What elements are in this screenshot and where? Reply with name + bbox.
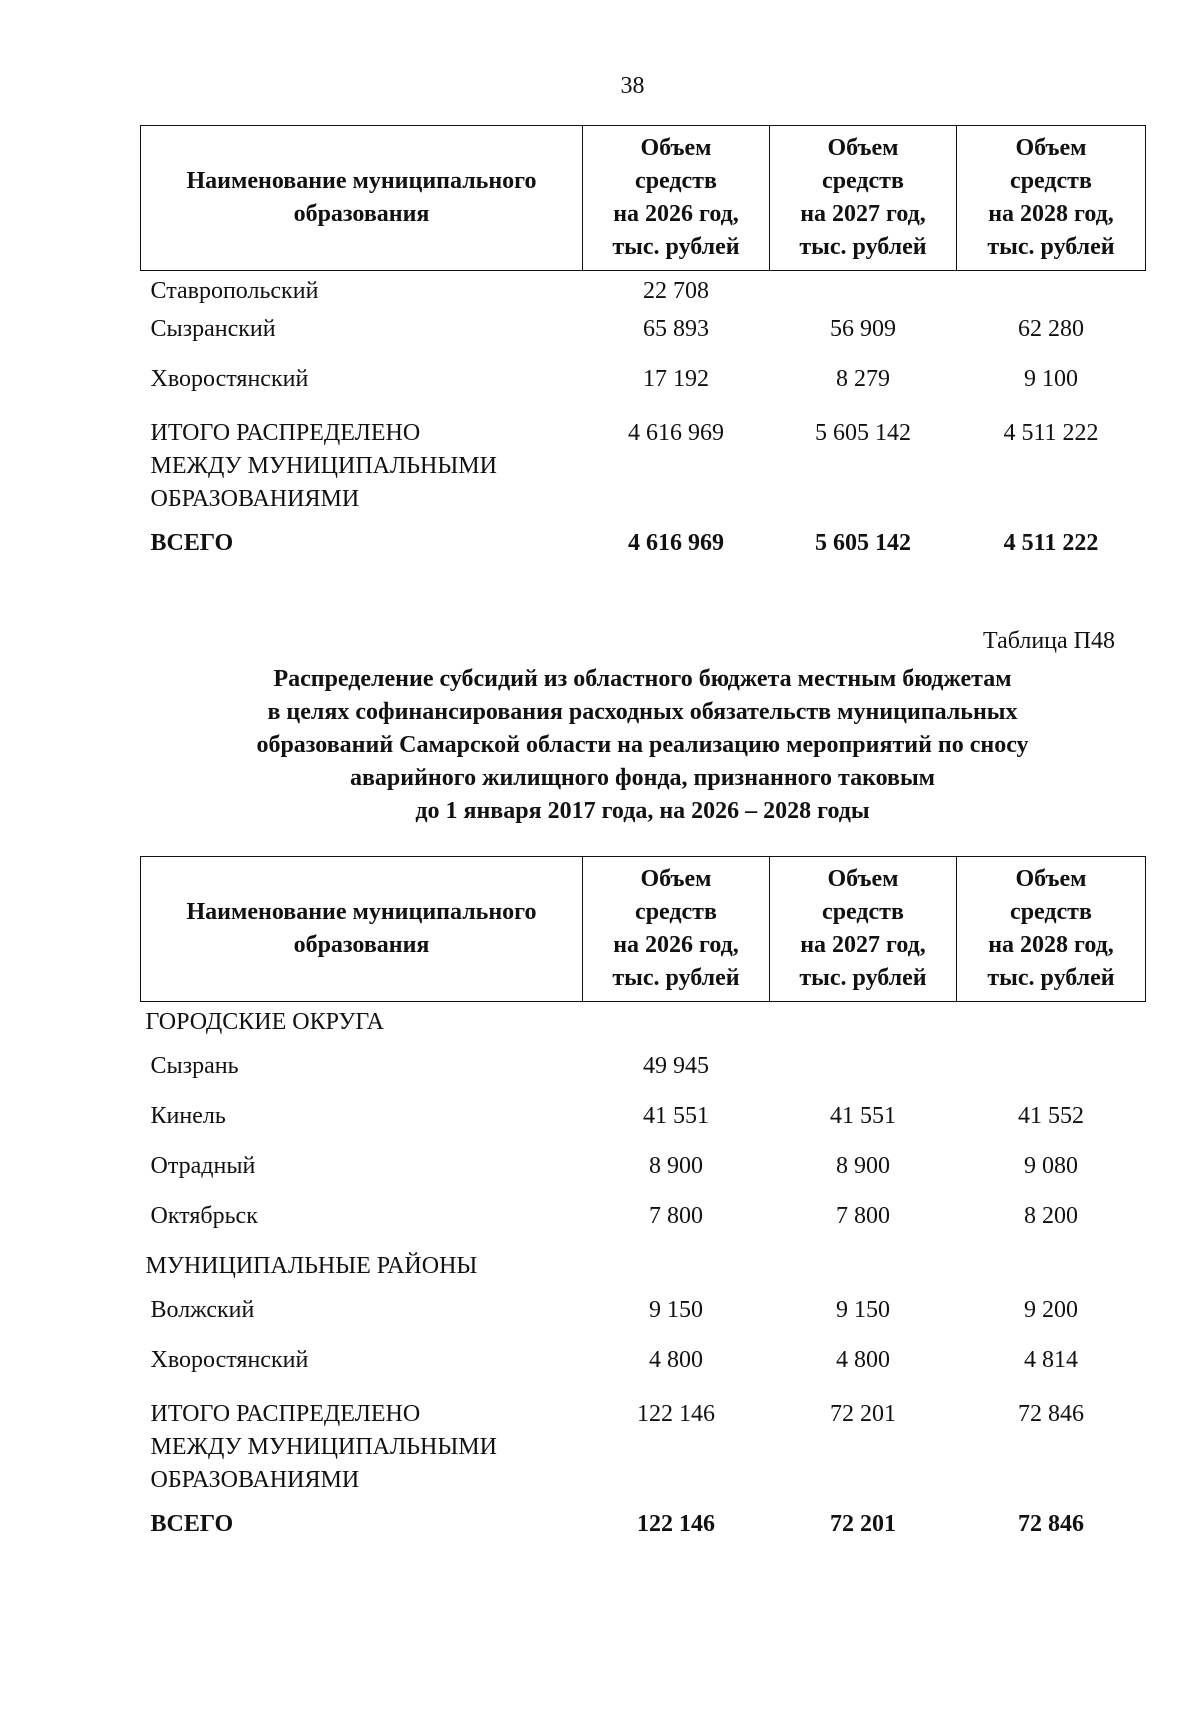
itogo-2026: 122 146 <box>637 1401 715 1427</box>
header-name: Наименование муниципального образования <box>141 857 583 1002</box>
header-2027: Объем средств на 2027 год, тыс. рублей <box>770 857 957 1002</box>
table-p48 <box>140 856 1146 1548</box>
vsego-2026: 122 146 <box>637 1511 715 1537</box>
value-2028: 9 200 <box>1024 1297 1078 1323</box>
value-2028 <box>957 271 1146 314</box>
table-header-row <box>141 126 1146 271</box>
header-2026: Объем средств на 2026 год, тыс. рублей <box>583 857 770 1002</box>
itogo-label: ИТОГО РАСПРЕДЕЛЕНО МЕЖДУ МУНИЦИПАЛЬНЫМИ ОБРАЗОВАНИЯМИ <box>150 1401 497 1493</box>
table-row <box>141 1150 1146 1200</box>
value-2026: 17 192 <box>643 366 709 392</box>
value-2026: 4 800 <box>649 1347 703 1373</box>
itogo-row <box>141 1394 1146 1508</box>
itogo-2027: 72 201 <box>830 1401 896 1427</box>
header-2027: Объем средств на 2027 год, тыс. рублей <box>770 126 957 271</box>
vsego-label: ВСЕГО <box>150 530 234 556</box>
value-2027: 8 279 <box>836 366 890 392</box>
table-header-row <box>141 857 1146 1002</box>
section-urban-label: ГОРОДСКИЕ ОКРУГА <box>145 1009 384 1035</box>
section-row-urban <box>141 1002 1146 1051</box>
row-name: Волжский <box>150 1297 255 1323</box>
value-2026: 9 150 <box>649 1297 703 1323</box>
row-name: Сызрань <box>150 1053 239 1079</box>
itogo-2028: 72 846 <box>1018 1401 1084 1427</box>
header-name: Наименование муниципального образования <box>141 126 583 271</box>
value-2027: 4 800 <box>836 1347 890 1373</box>
value-2028: 9 100 <box>1024 366 1078 392</box>
table-row <box>141 363 1146 413</box>
value-2027 <box>770 271 957 314</box>
vsego-2026: 4 616 969 <box>628 530 724 556</box>
table-continuation <box>140 125 1146 567</box>
row-name: Хворостянский <box>150 1347 309 1373</box>
value-2028: 62 280 <box>1018 316 1084 342</box>
table-row <box>141 271 1146 314</box>
value-2028: 8 200 <box>1024 1203 1078 1229</box>
vsego-2028: 4 511 222 <box>1003 530 1099 556</box>
row-name: Кинель <box>150 1103 226 1129</box>
vsego-2028: 72 846 <box>1018 1511 1084 1537</box>
value-2026: 41 551 <box>643 1103 709 1129</box>
row-name: Октябрьск <box>150 1203 258 1229</box>
itogo-2027: 5 605 142 <box>815 420 911 446</box>
vsego-2027: 72 201 <box>830 1511 896 1537</box>
value-2027: 7 800 <box>836 1203 890 1229</box>
row-name: Сызранский <box>150 316 276 342</box>
value-2027: 41 551 <box>830 1103 896 1129</box>
section-row-districts <box>141 1250 1146 1294</box>
itogo-2028: 4 511 222 <box>1003 420 1099 446</box>
vsego-row <box>141 1508 1146 1548</box>
value-2027 <box>770 1050 957 1100</box>
table-row <box>141 1050 1146 1100</box>
value-2026: 49 945 <box>643 1053 709 1079</box>
itogo-row <box>141 413 1146 527</box>
value-2027: 9 150 <box>836 1297 890 1323</box>
page-number: 38 <box>620 73 645 99</box>
value-2028: 4 814 <box>1024 1347 1078 1373</box>
value-2026: 65 893 <box>643 316 709 342</box>
table-row <box>141 1200 1146 1250</box>
table-row <box>141 313 1146 363</box>
value-2028: 41 552 <box>1018 1103 1084 1129</box>
header-2028: Объем средств на 2028 год, тыс. рублей <box>957 857 1146 1002</box>
value-2026: 22 708 <box>643 278 709 304</box>
value-2026: 7 800 <box>649 1203 703 1229</box>
itogo-2026: 4 616 969 <box>628 420 724 446</box>
value-2027: 56 909 <box>830 316 896 342</box>
value-2027: 8 900 <box>836 1153 890 1179</box>
table-title: Распределение субсидий из областного бюджета местным бюджетам в целях софинансирования расходных обязательств муниципальных образований Самарской области на реализацию мероприятий по сносу аварийного жилищного фонда, признанного таковым до 1 января 2017 года, на 2026 – 2028 годы <box>256 666 1029 824</box>
vsego-2027: 5 605 142 <box>815 530 911 556</box>
value-2028 <box>957 1050 1146 1100</box>
vsego-label: ВСЕГО <box>150 1511 234 1537</box>
row-name: Отрадный <box>150 1153 256 1179</box>
table-row <box>141 1294 1146 1344</box>
itogo-label: ИТОГО РАСПРЕДЕЛЕНО МЕЖДУ МУНИЦИПАЛЬНЫМИ ОБРАЗОВАНИЯМИ <box>150 420 497 512</box>
table-row <box>141 1344 1146 1394</box>
header-2026: Объем средств на 2026 год, тыс. рублей <box>583 126 770 271</box>
value-2026: 8 900 <box>649 1153 703 1179</box>
value-2028: 9 080 <box>1024 1153 1078 1179</box>
header-2028: Объем средств на 2028 год, тыс. рублей <box>957 126 1146 271</box>
section-districts-label: МУНИЦИПАЛЬНЫЕ РАЙОНЫ <box>145 1253 478 1279</box>
vsego-row <box>141 527 1146 567</box>
row-name: Ставропольский <box>150 278 319 304</box>
row-name: Хворостянский <box>150 366 309 392</box>
table-row <box>141 1100 1146 1150</box>
table-label: Таблица П48 <box>983 628 1115 654</box>
